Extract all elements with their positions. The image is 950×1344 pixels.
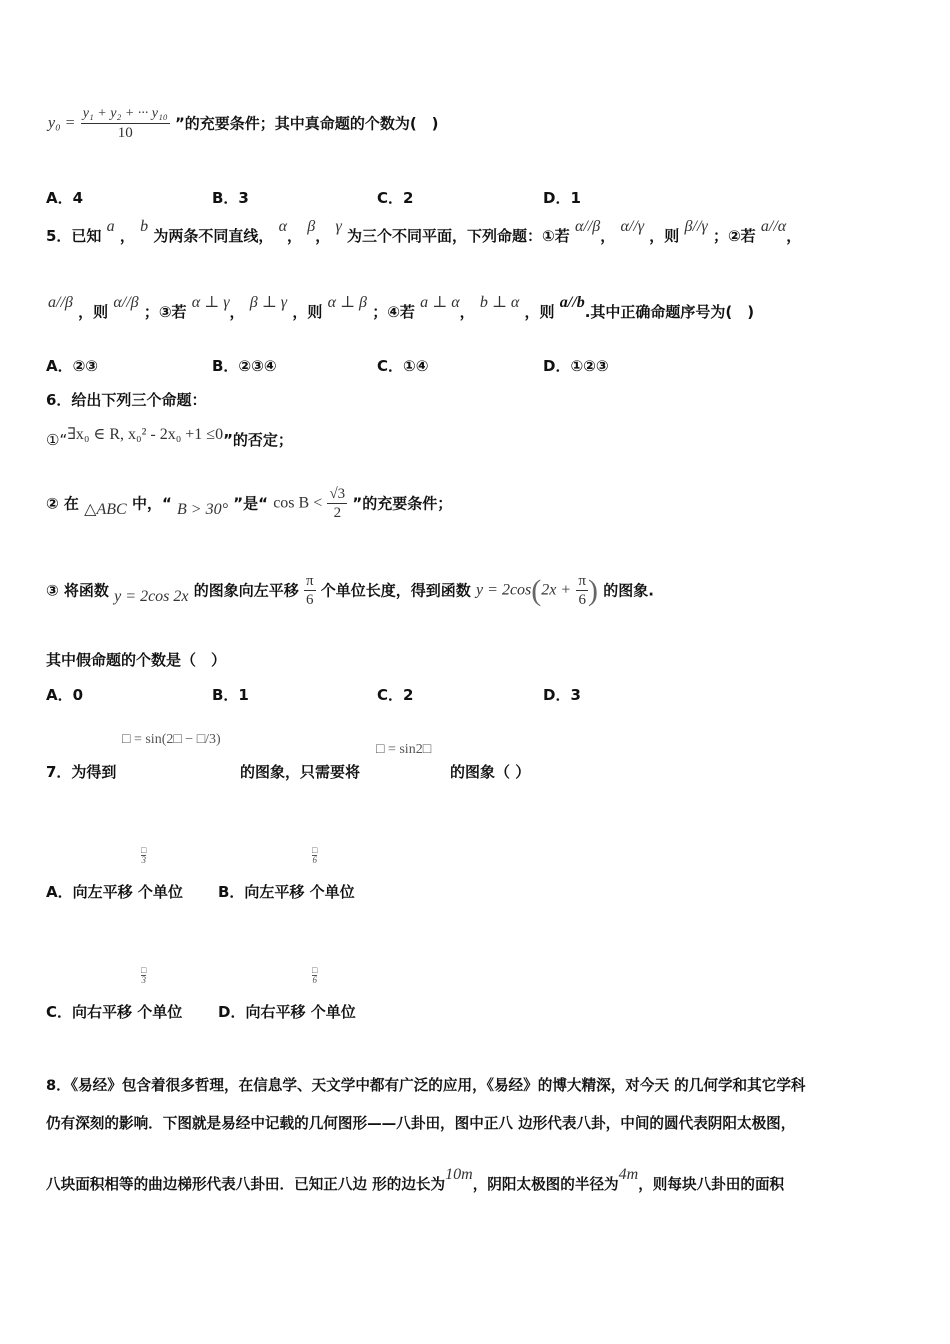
q7-option-b[interactable] — [218, 881, 355, 902]
q7-option-a-unit: 个单位 — [137, 883, 183, 901]
q5-var-a: a — [106, 218, 115, 235]
q5-line2: a//β ，则 α//β ；③若 α ⊥ γ， β ⊥ γ ，则 α ⊥ β ；④若 a ⊥ α， b ⊥ α ，则 a//b.其中正确命题序号为( ) — [48, 294, 755, 321]
q6-p3-mid2: 个单位长度，得到函数 — [320, 581, 471, 600]
q7-b-num: □ — [312, 845, 318, 855]
q7-option-c-unit: 个单位 — [137, 1003, 183, 1021]
q5-alpha: α — [278, 218, 288, 235]
q7-lead: 7．为得到 — [46, 763, 117, 781]
q8-line3-a: 八块面积相等的曲边梯形代表八卦田．已知正八边 形的边长为 — [46, 1176, 446, 1193]
q6-p1-math: ∃x₀ ∈ R, x₀² - 2x₀ +1 ≤0 — [67, 426, 224, 443]
q5-math10: a ⊥ α — [420, 294, 460, 311]
q7-option-b-unit: 个单位 — [309, 883, 355, 901]
q6-p3-arg: 2x + — [541, 581, 572, 599]
q6-p3-num: π — [305, 573, 314, 589]
q5-text5: ，则 — [78, 303, 109, 321]
q7-mid: 的图象，只需要将 — [240, 763, 361, 781]
q4-condition-line — [48, 105, 439, 149]
q6-proposition-1 — [46, 426, 293, 451]
q8-radius: 4m — [618, 1166, 639, 1183]
q5-option-d[interactable]: D．①②③ — [543, 357, 609, 375]
q6-p3-tail: 的图象. — [603, 581, 654, 600]
q4-average-fraction — [81, 105, 170, 142]
q5-gamma: γ — [335, 218, 342, 235]
q6-p2-num: √3 — [329, 486, 346, 502]
q6-p2-lead: ② 在 — [46, 494, 79, 513]
q6-p2-tail: ”的充要条件； — [352, 494, 453, 513]
q7-option-d-label: D．向右平移 — [218, 1003, 306, 1021]
q5-text8: ；④若 — [372, 303, 415, 321]
q5-option-a[interactable]: A．②③ — [46, 357, 99, 375]
q6-p3-lead: ③ 将函数 — [46, 581, 109, 600]
q7-a-fraction — [141, 846, 146, 865]
q6-p2-fraction — [327, 485, 347, 522]
q6-p3-paren-open: ( — [531, 573, 542, 607]
q7-c-fraction — [141, 966, 146, 985]
q8-line2: 仍有深刻的影响．下图就是易经中记载的几何图形——八卦田，图中正八 边形代表八卦，中间的圆代表阴阳太极图， — [46, 1115, 796, 1132]
q6-option-c[interactable]: C．2 — [377, 686, 414, 704]
q7-option-d[interactable] — [218, 1001, 356, 1022]
q7-b-den: 6 — [312, 855, 317, 865]
q4-option-a[interactable]: A．4 — [46, 189, 84, 207]
q5-math2: α//γ — [620, 218, 645, 235]
q5-text10: .其中正确命题序号为( ) — [584, 303, 755, 321]
q6-question: 其中假命题的个数是（ ） — [46, 651, 227, 669]
q5-comma: ， — [119, 227, 135, 245]
q7-option-b-label: B．向左平移 — [218, 883, 305, 901]
q4-frac-num: y₁ + y₂ + ··· y₁₀ — [81, 105, 170, 124]
q7-option-a[interactable] — [46, 881, 183, 902]
q6-p3-aden: 6 — [578, 592, 586, 608]
q7-option-a-label: A．向左平移 — [46, 883, 133, 901]
q4-frac-lhs: y₀ = — [48, 114, 76, 132]
q5-option-b[interactable]: B．②③④ — [212, 357, 277, 375]
q5-text2: 为三个不同平面，下列命题：①若 — [347, 227, 570, 245]
q6-p3-paren-close: ) — [588, 573, 598, 607]
q4-tail: ”的充要条件；其中真命题的个数为( ) — [174, 114, 439, 133]
q5-text9: ，则 — [524, 303, 555, 321]
q6-p2-triangle: △ABC — [84, 500, 127, 518]
q4-option-b[interactable]: B．3 — [212, 189, 249, 207]
q5-line1: 5．已知 a ， b 为两条不同直线， α， β， γ 为三个不同平面，下列命题：①若 α//β， α//γ ，则 β//γ ；②若 a//α， — [46, 218, 802, 245]
q5-math9: α ⊥ β — [327, 294, 367, 311]
q6-option-d[interactable]: D．3 — [543, 686, 581, 704]
q6-p3-arg-fraction — [576, 572, 588, 609]
q5-option-c[interactable]: C．①④ — [377, 357, 429, 375]
q5-text7: ，则 — [292, 303, 323, 321]
q8-line3-c: ，则每块八卦田的面积 — [638, 1176, 785, 1193]
q7-a-num: □ — [141, 845, 147, 855]
q4-frac-den: 10 — [117, 125, 133, 141]
q7-b-fraction — [312, 846, 317, 865]
q7-d-den: 6 — [312, 975, 317, 985]
q6-p1-lead: ①“ — [46, 431, 68, 449]
q6-proposition-2 — [46, 485, 452, 533]
q7-target-formula-image: □ = sin(2□ − □/3) — [122, 732, 221, 747]
q5-text3: ，则 — [649, 227, 680, 245]
q5-math4: a//α — [760, 218, 787, 235]
q6-p2-den: 2 — [333, 505, 342, 521]
q4-option-d[interactable]: D．1 — [543, 189, 581, 207]
q6-p2-mid: 中，“ — [131, 494, 172, 513]
q7-source-formula-image: □ = sin2□ — [376, 742, 432, 757]
q6-title: 6．给出下列三个命题： — [46, 391, 207, 409]
q6-option-b[interactable]: B．1 — [212, 686, 249, 704]
q8-side-length: 10m — [445, 1166, 473, 1183]
q8-line1: 8．《易经》包含着很多哲理，在信息学、天文学中都有广泛的应用，《易经》的博大精深，对今天 的几何学和其它学科 — [46, 1077, 806, 1094]
q5-text1: 为两条不同直线， — [153, 227, 274, 245]
q6-p3-anum: π — [578, 573, 586, 589]
q6-proposition-3 — [46, 572, 654, 620]
q6-p2-cos: cos B < — [273, 494, 323, 512]
q6-p2-is: ”是“ — [233, 494, 268, 513]
q5-text6: ；③若 — [143, 303, 187, 321]
q7-a-den: 3 — [141, 855, 146, 865]
q5-lead: 5．已知 — [46, 227, 102, 245]
q6-p3-mid: 的图象向左平移 — [193, 581, 299, 600]
q5-math6: α//β — [113, 294, 139, 311]
q5-text4: ；②若 — [712, 227, 756, 245]
q7-tail: 的图象（ ） — [450, 763, 531, 781]
q5-math11: b ⊥ α — [479, 294, 520, 311]
q6-p3-function: y = 2cos 2x — [114, 587, 189, 605]
q5-beta: β — [307, 218, 316, 235]
q6-p3-den: 6 — [306, 592, 314, 608]
q6-p1-tail: ”的否定； — [223, 431, 293, 449]
q5-var-b: b — [140, 218, 149, 235]
q7-c-num: □ — [141, 965, 147, 975]
q6-p2-condition: B > 30° — [177, 500, 228, 518]
q7-c-den: 3 — [141, 975, 146, 985]
q7-d-fraction — [312, 966, 317, 985]
q7-d-num: □ — [312, 965, 318, 975]
q7-option-d-unit: 个单位 — [310, 1003, 356, 1021]
q4-option-c[interactable]: C．2 — [377, 189, 414, 207]
q5-math7: α ⊥ γ — [191, 294, 230, 311]
q6-p3-target: y = 2cos — [476, 581, 532, 599]
q5-math12: a//b — [559, 294, 585, 311]
q6-option-a[interactable]: A．0 — [46, 686, 84, 704]
q8-line3 — [46, 1166, 785, 1195]
q5-math5: a//β — [48, 294, 73, 311]
q7-option-c-label: C．向右平移 — [46, 1003, 133, 1021]
q5-math8: β ⊥ γ — [249, 294, 288, 311]
q6-p3-shift-fraction — [304, 572, 316, 609]
q5-math3: β//γ — [684, 218, 708, 235]
q8-line3-b: ，阴阳太极图的半径为 — [472, 1176, 619, 1193]
q7-stem — [46, 762, 116, 782]
q5-math1: α//β — [574, 218, 601, 235]
q7-option-c[interactable] — [46, 1001, 182, 1022]
